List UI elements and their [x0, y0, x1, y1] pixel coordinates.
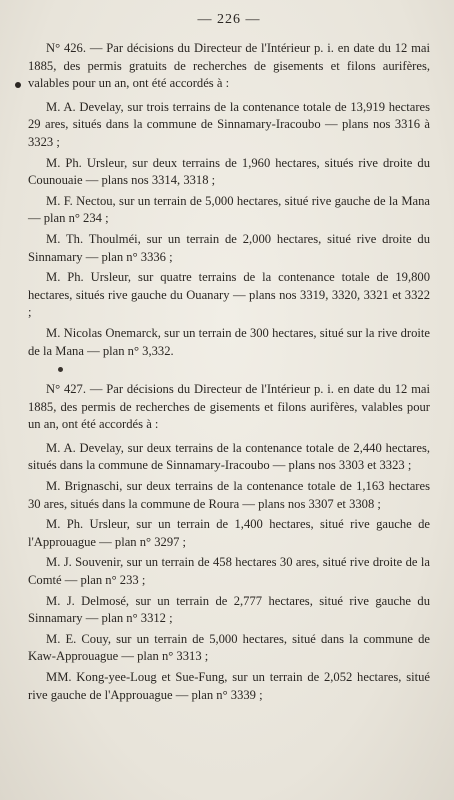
section-427: [28, 381, 430, 704]
permit-entry: M. E. Couy, sur un terrain de 5,000 hectares, situé dans la commune de Kaw-Approuague — plan n° 3313 ;: [28, 631, 430, 664]
permit-entry: M. A. Develay, sur trois terrains de la contenance totale de 13,919 hectares 29 ares, situés dans la commune de Sinnamary-Iracoubo — plans nos 3316 à 3323 ;: [28, 99, 430, 149]
permit-entry: M. Th. Thoulméi, sur un terrain de 2,000 hectares, situé rive droite du Sinnamary — plan n° 3336 ;: [28, 231, 430, 264]
permit-entry: M. Ph. Ursleur, sur un terrain de 1,400 hectares, situé rive gauche de l'Approuague — plan n° 3297 ;: [28, 517, 430, 549]
permit-entry: M. F. Nectou, sur un terrain de 5,000 hectares, situé rive gauche de la Mana — plan n° 234 ;: [28, 193, 430, 226]
permit-entry: M. Ph. Ursleur, sur deux terrains de 1,960 hectares, situés rive droite du Counouaie — plans nos 3314, 3318 ;: [28, 155, 430, 188]
section-header: N° 427. — Par décisions du Directeur de l'Intérieur p. i. en date du 12 mai 1885, des permis de recherches de gisements et filons aurifères, valables pour un an, ont été accordés à :: [28, 382, 430, 432]
section-header: N° 426. — Par décisions du Directeur de l'Intérieur p. i. en date du 12 mai 1885, des permis gratuits de recherches de gisements et filons aurifères, valables pour un an, ont été accordés à :: [28, 41, 430, 91]
permit-entry: MM. Kong-yee-Loug et Sue-Fung, sur un terrain de 2,052 hectares, situé rive gauche de l'Approuague — plan n° 3339 ;: [28, 670, 430, 702]
permit-entry: M. Ph. Ursleur, sur quatre terrains de la contenance totale de 19,800 hectares, situés rive gauche du Ouanary — plans nos 3319, 3320, 3321 et 3322 ;: [28, 270, 430, 320]
separator-dot: [58, 367, 63, 372]
permit-entry: M. Nicolas Onemarck, sur un terrain de 300 hectares, situé sur la rive droite de la Mana — plan n° 3,332.: [28, 325, 430, 358]
section-separator: [28, 363, 430, 379]
permit-entry: M. J. Delmosé, sur un terrain de 2,777 hectares, situé rive gauche du Sinnamary — plan n° 3312 ;: [28, 593, 430, 626]
section-426: [28, 40, 430, 360]
permit-entry: M. Brignaschi, sur deux terrains de la contenance totale de 1,163 hectares 30 ares, situés dans la commune de Roura — plans nos 3307 et 3308 ;: [28, 479, 430, 511]
permit-entry: M. A. Develay, sur deux terrains de la contenance totale de 2,440 hectares, situés dans la commune de Sinnamary-Iracoubo — plans nos 3303 et 3323 ;: [28, 440, 430, 473]
margin-ink-mark: [15, 82, 21, 88]
page-number: — 226 —: [197, 12, 261, 27]
permit-entry: M. J. Souvenir, sur un terrain de 458 hectares 30 ares, situé rive droite de la Comté — plan n° 233 ;: [28, 555, 430, 588]
